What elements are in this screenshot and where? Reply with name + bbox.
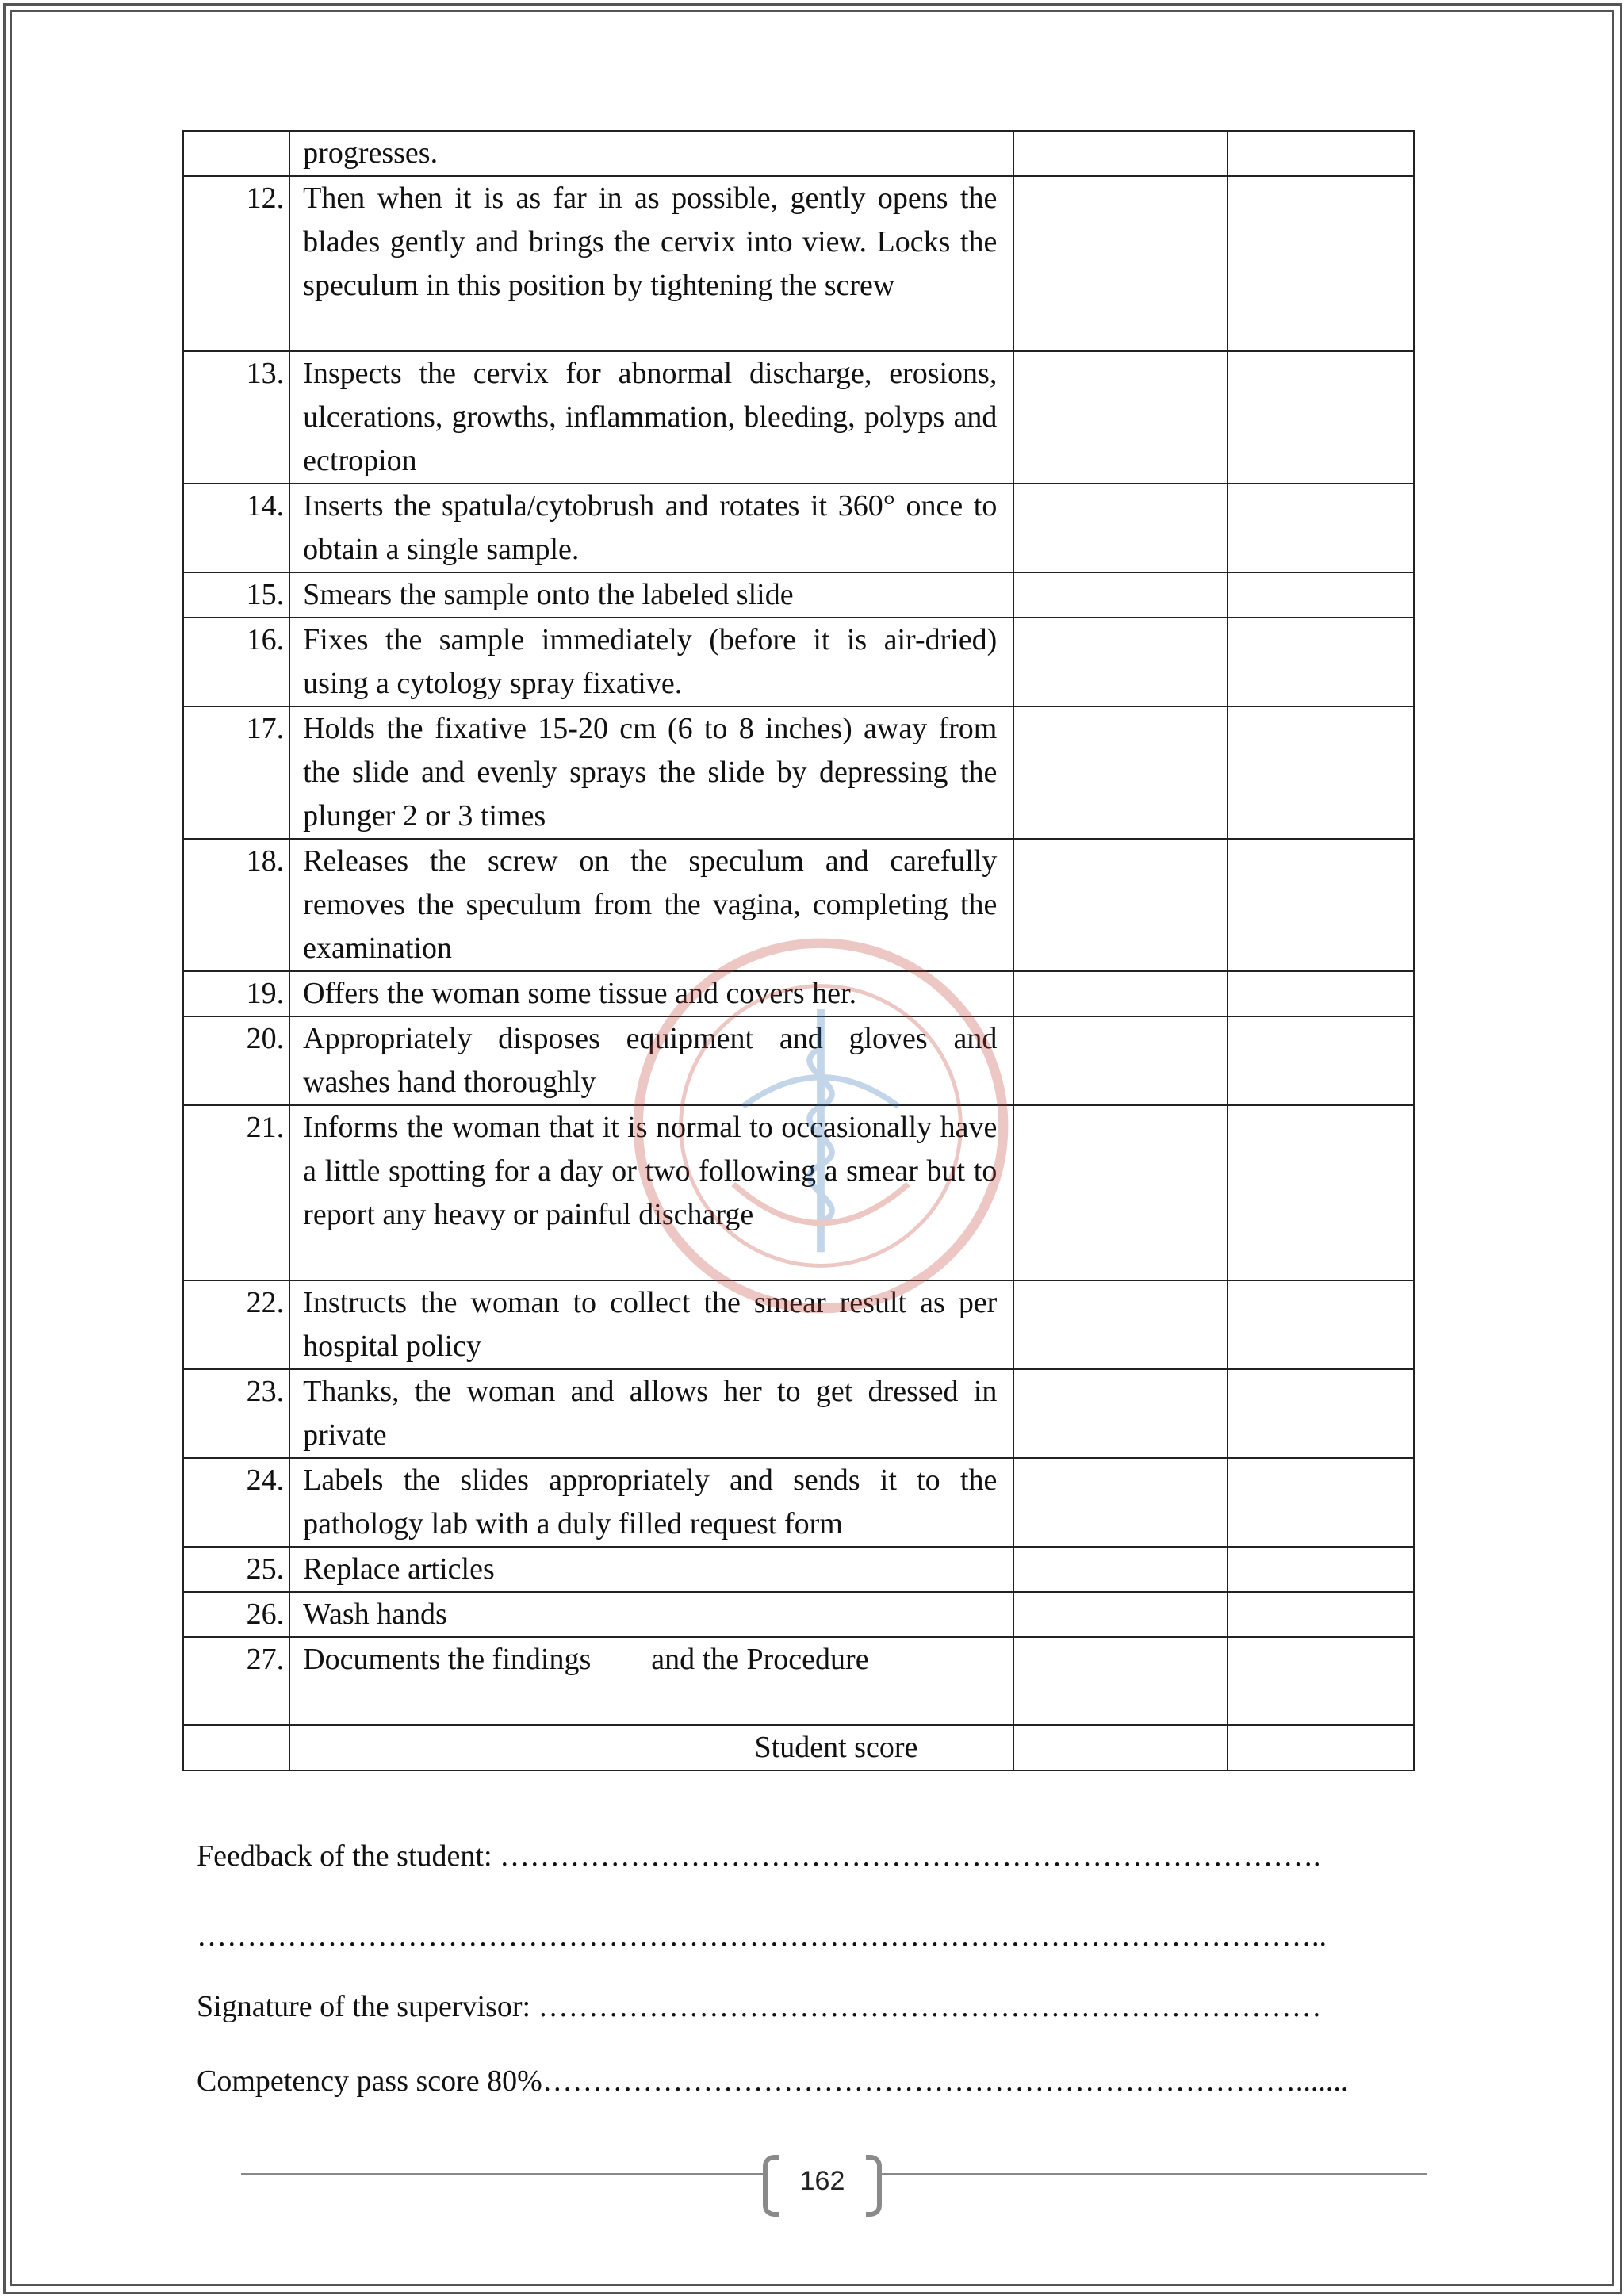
- score-cell[interactable]: [1013, 1547, 1227, 1592]
- step-number: 13.: [183, 351, 289, 484]
- step-number: 14.: [183, 484, 289, 572]
- step-description: Holds the fixative 15-20 cm (6 to 8 inches) away from the slide and evenly sprays the slide by depressing the plunger 2 or 3 times: [289, 706, 1013, 839]
- table-row: [183, 1458, 1414, 1547]
- step-description: Then when it is as far in as possible, gently opens the blades gently and brings the cervix into view. Locks the speculum in this position by tightening the screw: [289, 176, 1013, 351]
- student-score-label: Student score: [289, 1725, 1013, 1770]
- table-row: [183, 1637, 1414, 1725]
- step-description: Inspects the cervix for abnormal discharge, erosions, ulcerations, growths, inflammation, bleeding, polyps and ectropion: [289, 351, 1013, 484]
- table-row: [183, 1016, 1414, 1105]
- step-number: 19.: [183, 971, 289, 1016]
- table-row: [183, 484, 1414, 572]
- step-number: 16.: [183, 618, 289, 706]
- feedback-continuation-line[interactable]: …………………………………………………………………………………………………..: [197, 1919, 1327, 1953]
- score-cell[interactable]: [1013, 1458, 1227, 1547]
- page-number-badge: [763, 2155, 882, 2220]
- remarks-cell[interactable]: [1228, 176, 1414, 351]
- supervisor-signature-line[interactable]: Signature of the supervisor: ……………………………………………………………………: [197, 1990, 1322, 2023]
- score-cell[interactable]: [1013, 839, 1227, 971]
- empty-cell: [183, 1725, 289, 1770]
- step-description: Inserts the spatula/cytobrush and rotates it 360° once to obtain a single sample.: [289, 484, 1013, 572]
- remarks-cell[interactable]: [1228, 1592, 1414, 1637]
- step-description: Replace articles: [289, 1547, 1013, 1592]
- step-description: Informs the woman that it is normal to occasionally have a little spotting for a day or two following a smear but to report any heavy or painful discharge: [289, 1105, 1013, 1280]
- procedure-checklist-table: [182, 130, 1415, 1771]
- score-cell[interactable]: [1013, 131, 1227, 176]
- footer-rule-left: [241, 2173, 764, 2175]
- step-number: 26.: [183, 1592, 289, 1637]
- remarks-cell[interactable]: [1228, 1016, 1414, 1105]
- student-score-remarks-cell[interactable]: [1228, 1725, 1414, 1770]
- step-number: 21.: [183, 1105, 289, 1280]
- table-row: [183, 351, 1414, 484]
- step-number: 27.: [183, 1637, 289, 1725]
- step-number: 15.: [183, 572, 289, 618]
- step-number: 25.: [183, 1547, 289, 1592]
- step-number: [183, 131, 289, 176]
- student-score-cell[interactable]: [1013, 1725, 1227, 1770]
- feedback-line[interactable]: Feedback of the student: ……………………………………………………………………….: [197, 1839, 1321, 1873]
- score-cell[interactable]: [1013, 706, 1227, 839]
- remarks-cell[interactable]: [1228, 1637, 1414, 1725]
- remarks-cell[interactable]: [1228, 1105, 1414, 1280]
- step-description: Wash hands: [289, 1592, 1013, 1637]
- remarks-cell[interactable]: [1228, 1280, 1414, 1369]
- score-cell[interactable]: [1013, 176, 1227, 351]
- score-cell[interactable]: [1013, 618, 1227, 706]
- remarks-cell[interactable]: [1228, 351, 1414, 484]
- score-cell[interactable]: [1013, 971, 1227, 1016]
- step-description: Offers the woman some tissue and covers her.: [289, 971, 1013, 1016]
- table-row: [183, 1592, 1414, 1637]
- score-cell[interactable]: [1013, 572, 1227, 618]
- remarks-cell[interactable]: [1228, 1547, 1414, 1592]
- score-cell[interactable]: [1013, 1592, 1227, 1637]
- table-row: [183, 572, 1414, 618]
- step-description: Appropriately disposes equipment and gloves and washes hand thoroughly: [289, 1016, 1013, 1105]
- step-number: 22.: [183, 1280, 289, 1369]
- table-row: [183, 1280, 1414, 1369]
- remarks-cell[interactable]: [1228, 484, 1414, 572]
- score-cell[interactable]: [1013, 484, 1227, 572]
- table-row: [183, 839, 1414, 971]
- step-number: 18.: [183, 839, 289, 971]
- table-row: [183, 618, 1414, 706]
- step-description: Labels the slides appropriately and sends it to the pathology lab with a duly filled request form: [289, 1458, 1013, 1547]
- step-description: Documents the findings and the Procedure: [289, 1637, 1013, 1725]
- step-number: 17.: [183, 706, 289, 839]
- table-row: [183, 1547, 1414, 1592]
- table-row: [183, 176, 1414, 351]
- step-description: Smears the sample onto the labeled slide: [289, 572, 1013, 618]
- score-cell[interactable]: [1013, 1016, 1227, 1105]
- remarks-cell[interactable]: [1228, 1369, 1414, 1458]
- remarks-cell[interactable]: [1228, 572, 1414, 618]
- remarks-cell[interactable]: [1228, 1458, 1414, 1547]
- table-row: [183, 1105, 1414, 1280]
- step-description: Instructs the woman to collect the smear result as per hospital policy: [289, 1280, 1013, 1369]
- step-number: 12.: [183, 176, 289, 351]
- score-cell[interactable]: [1013, 351, 1227, 484]
- student-score-row: [183, 1725, 1414, 1770]
- step-description: Releases the screw on the speculum and carefully removes the speculum from the vagina, completing the examination: [289, 839, 1013, 971]
- competency-pass-score-line[interactable]: Competency pass score 80%………………………………………………………………….......: [197, 2064, 1349, 2098]
- score-cell[interactable]: [1013, 1280, 1227, 1369]
- table-row: [183, 131, 1414, 176]
- step-number: 24.: [183, 1458, 289, 1547]
- step-description: progresses.: [289, 131, 1013, 176]
- score-cell[interactable]: [1013, 1105, 1227, 1280]
- step-number: 23.: [183, 1369, 289, 1458]
- table-row: [183, 1369, 1414, 1458]
- remarks-cell[interactable]: [1228, 706, 1414, 839]
- page-number: 162: [799, 2166, 845, 2196]
- remarks-cell[interactable]: [1228, 839, 1414, 971]
- step-number: 20.: [183, 1016, 289, 1105]
- table-row: [183, 706, 1414, 839]
- score-cell[interactable]: [1013, 1637, 1227, 1725]
- table-row: [183, 971, 1414, 1016]
- remarks-cell[interactable]: [1228, 131, 1414, 176]
- footer-rule-right: [880, 2173, 1427, 2175]
- step-description: Thanks, the woman and allows her to get dressed in private: [289, 1369, 1013, 1458]
- step-description: Fixes the sample immediately (before it is air-dried) using a cytology spray fixative.: [289, 618, 1013, 706]
- remarks-cell[interactable]: [1228, 618, 1414, 706]
- remarks-cell[interactable]: [1228, 971, 1414, 1016]
- score-cell[interactable]: [1013, 1369, 1227, 1458]
